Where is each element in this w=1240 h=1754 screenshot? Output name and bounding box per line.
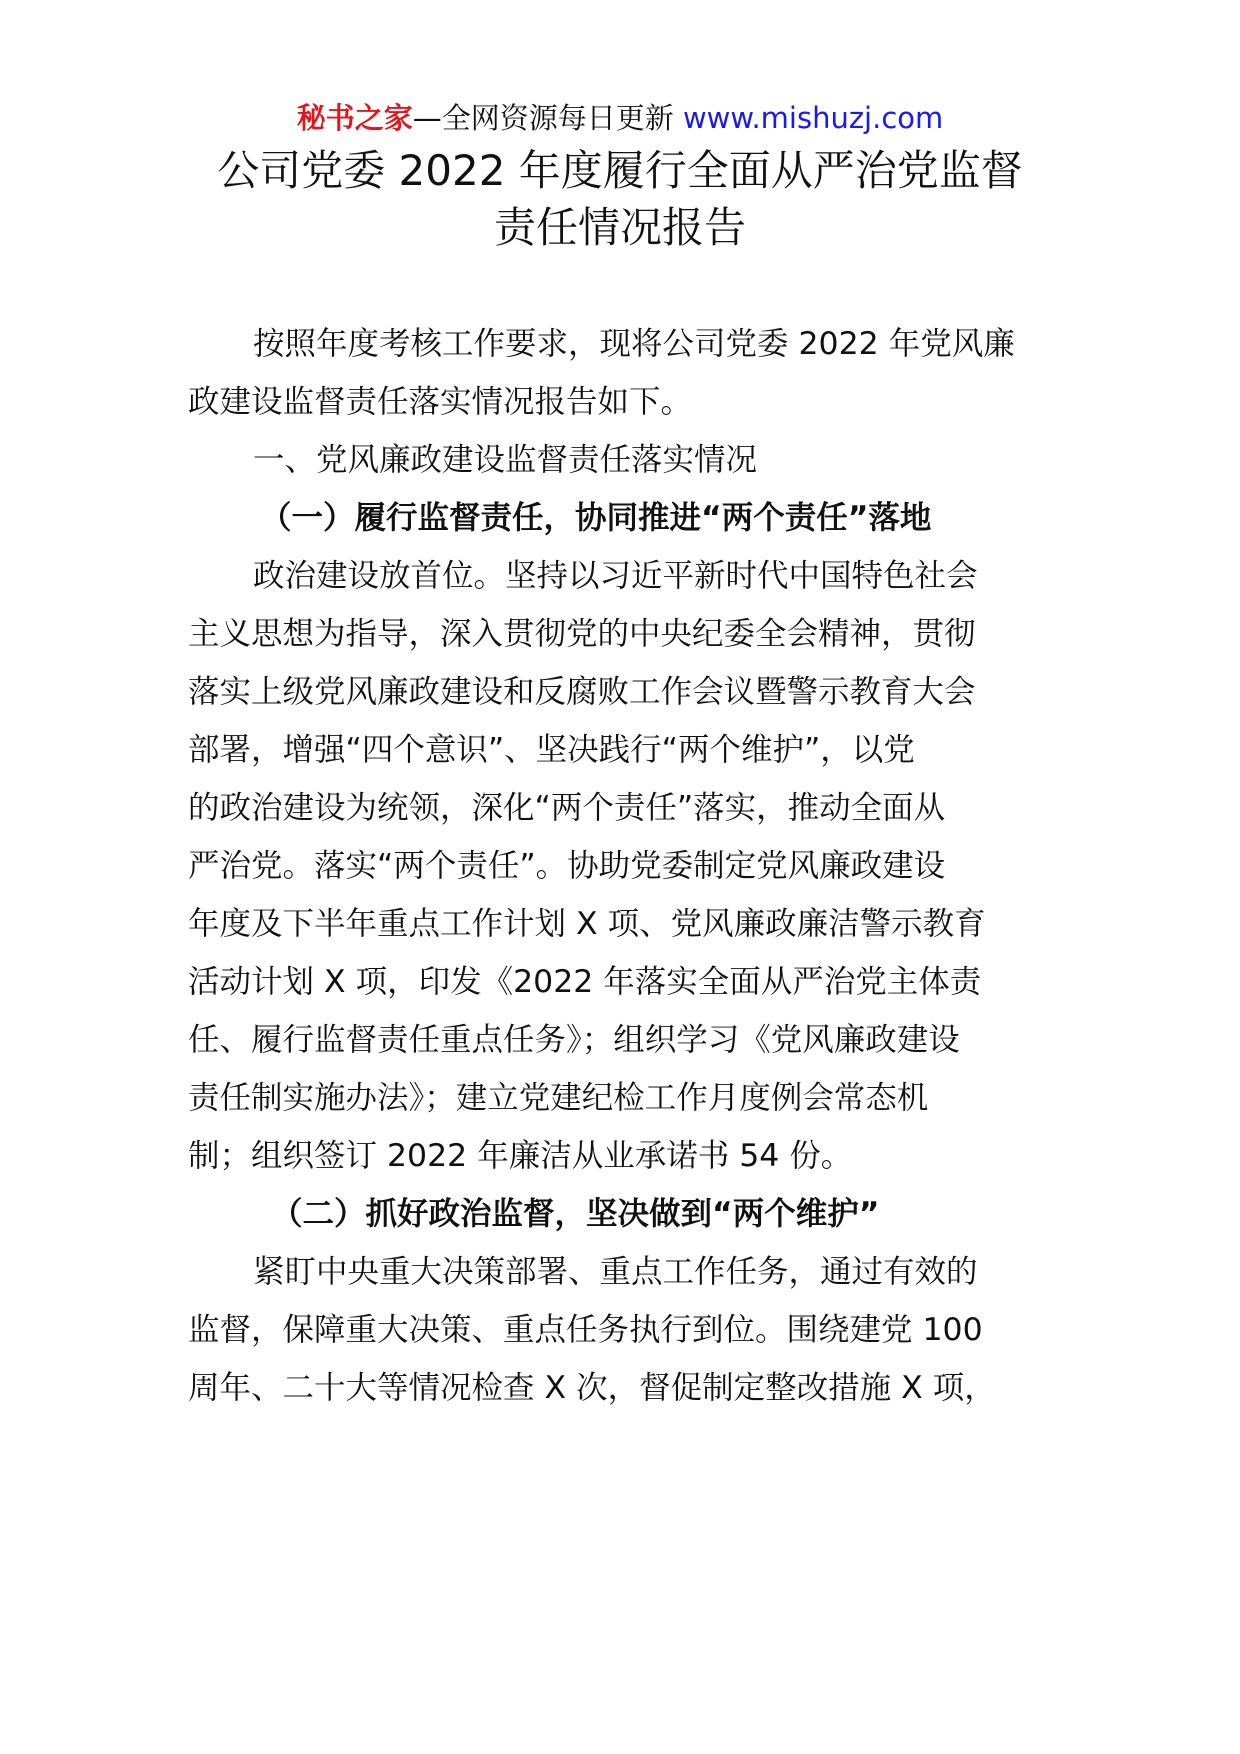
header-tagline: —全网资源每日更新 [412,101,683,135]
document-title-line-2: 责任情况报告 [493,203,746,252]
paragraph-line: 制；组织签订 2022 年廉洁从业承诺书 54 份。 [188,1138,853,1174]
site-header [0,98,1240,138]
paragraph-line: 落实上级党风廉政建设和反腐败工作会议暨警示教育大会 [188,674,976,710]
paragraph-line: 政治建设放首位。坚持以习近平新时代中国特色社会 [253,558,978,594]
document-title-line-1: 公司党委 2022 年度履行全面从严治党监督 [217,146,1023,195]
section-heading: 一、党风廉政建设监督责任落实情况 [253,442,758,478]
paragraph-line: 年度及下半年重点工作计划 X 项、党风廉政廉洁警示教育 [188,906,986,942]
paragraph-line: 的政治建设为统领，深化“两个责任”落实，推动全面从 [188,790,946,826]
intro-line: 按照年度考核工作要求，现将公司党委 2022 年党风廉 [253,326,1015,362]
paragraph-line: 紧盯中央重大决策部署、重点工作任务，通过有效的 [253,1254,978,1290]
paragraph-line: 严治党。落实“两个责任”。协助党委制定党风廉政建设 [188,848,946,884]
site-url-link[interactable]: www.mishuzj.com [682,101,944,135]
subsection-heading-2: （二）抓好政治监督，坚决做到“两个维护” [271,1196,880,1232]
paragraph-line: 监督，保障重大决策、重点任务执行到位。围绕建党 100 [188,1312,983,1348]
paragraph-line: 部署，增强“四个意识”、坚决践行“两个维护”，以党 [188,732,915,768]
paragraph-line: 主义思想为指导，深入贯彻党的中央纪委全会精神，贯彻 [188,616,976,652]
brand-name: 秘书之家 [296,101,413,135]
intro-line: 政建设监督责任落实情况报告如下。 [188,384,693,420]
paragraph-line: 任、履行监督责任重点任务》；组织学习《党风廉政建设 [188,1022,960,1058]
paragraph-line: 周年、二十大等情况检查 X 次，督促制定整改措施 X 项， [188,1370,996,1406]
paragraph-line: 活动计划 X 项，印发《2022 年落实全面从严治党主体责 [188,964,982,1000]
paragraph-line: 责任制实施办法》；建立党建纪检工作月度例会常态机 [188,1080,929,1116]
subsection-heading-1: （一）履行监督责任，协同推进“两个责任”落地 [260,500,932,536]
